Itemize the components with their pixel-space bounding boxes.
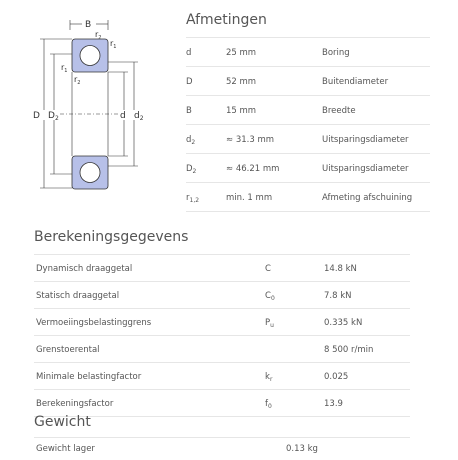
calculation-row [34, 254, 410, 282]
calculation-label: Statisch draaggetal [36, 291, 120, 301]
dimension-row [186, 125, 430, 154]
label-D: D [33, 111, 40, 121]
label-r1-left: r [61, 63, 65, 72]
calculation-label: Berekeningsfactor [36, 399, 114, 409]
bottom-bearing-section [72, 156, 108, 189]
dimension-row [186, 183, 430, 212]
label-r1-left-sub: 1 [64, 68, 68, 74]
calculation-symbol-subscript: r [269, 376, 273, 383]
dimension-description: Breedte [322, 106, 356, 116]
top-ball [80, 46, 100, 66]
calculation-value: 0.025 [324, 372, 349, 382]
label-d: d [120, 111, 126, 121]
calculation-symbol [265, 318, 274, 329]
top-bearing-section [72, 39, 108, 72]
bottom-ball [80, 163, 100, 183]
label-r2-mid: r [74, 75, 78, 84]
berekening-table [34, 254, 410, 417]
dimension-value: ≈ 31.3 mm [226, 135, 275, 145]
calculation-label: Dynamisch draaggetal [36, 264, 133, 274]
gewicht-title: Gewicht [34, 414, 91, 430]
dimension-symbol [186, 77, 193, 87]
dimension-symbol-subscript: 1,2 [189, 197, 200, 204]
svg-text:r2 [74, 75, 80, 86]
dimension-symbol-letter: D [186, 164, 193, 174]
dimension-symbol-letter: B [186, 106, 192, 116]
calculation-symbol [265, 372, 272, 383]
dimension-value: 52 mm [226, 77, 257, 87]
label-r2-top-sub: 2 [98, 35, 102, 41]
calculation-symbol-letter: C [265, 264, 271, 274]
calculation-label: Minimale belastingfactor [36, 372, 142, 382]
label-r1-top-sub: 1 [113, 44, 117, 50]
berekening-title: Berekeningsgegevens [34, 229, 189, 245]
dimension-row [186, 37, 430, 67]
label-r1-top: r [110, 39, 114, 48]
label-d2-sub: 2 [139, 115, 144, 122]
dimension-symbol-letter: r [186, 193, 190, 203]
calculation-row [34, 282, 410, 309]
bearing-cross-section-diagram [30, 14, 160, 194]
dimension-symbol [186, 48, 191, 58]
label-r2-top: r [95, 30, 99, 39]
svg-text:D2 [48, 111, 59, 122]
dimension-symbol-letter: d [186, 135, 192, 145]
dimension-value: ≈ 46.21 mm [226, 164, 280, 174]
calculation-symbol-subscript: 0 [270, 295, 275, 302]
dimension-symbol-letter: d [186, 48, 192, 58]
afmetingen-title: Afmetingen [186, 12, 267, 28]
dimension-symbol [186, 164, 196, 175]
dimension-row [186, 96, 430, 125]
calculation-symbol-subscript: u [270, 322, 274, 329]
gewicht-table [34, 437, 410, 460]
svg-text:r1 [61, 63, 67, 74]
dimension-value: 25 mm [226, 48, 257, 58]
dimension-symbol [186, 193, 199, 204]
dimension-description: Boring [322, 48, 350, 58]
calculation-symbol-letter: f [265, 399, 268, 409]
calculation-row [34, 390, 410, 417]
calculation-symbol [265, 399, 272, 410]
calculation-symbol-letter: k [265, 372, 270, 382]
dimension-row [186, 67, 430, 96]
dimension-symbol [186, 106, 192, 116]
label-B: B [85, 20, 92, 30]
weight-label: Gewicht lager [36, 444, 95, 454]
afmetingen-table [186, 37, 430, 212]
calculation-label: Vermoeiingsbelastinggrens [36, 318, 152, 328]
calculation-value: 8 500 r/min [324, 345, 374, 355]
svg-text:d2 [134, 111, 144, 122]
label-r2-mid-sub: 2 [77, 80, 81, 86]
svg-text:r1 [110, 39, 116, 50]
calculation-row [34, 309, 410, 336]
label-D2: D [48, 111, 55, 121]
dimension-value: min. 1 mm [226, 193, 273, 203]
dimension-description: Afmeting afschuining [322, 193, 413, 203]
dimension-symbol-letter: D [186, 77, 193, 87]
dimension-description: Buitendiameter [322, 77, 389, 87]
dimension-description: Uitsparingsdiameter [322, 164, 409, 174]
calculation-label: Grenstoerental [36, 345, 100, 355]
calculation-symbol-letter: P [265, 318, 271, 328]
weight-value: 0.13 kg [286, 444, 318, 454]
dimension-row [186, 154, 430, 183]
calculation-row [34, 363, 410, 390]
dimension-value: 15 mm [226, 106, 257, 116]
calculation-value: 7.8 kN [324, 291, 352, 301]
calculation-value: 0.335 kN [324, 318, 363, 328]
weight-row [34, 437, 410, 460]
calculation-value: 14.8 kN [324, 264, 357, 274]
calculation-value: 13.9 [324, 399, 343, 409]
dimension-symbol-subscript: 2 [191, 139, 196, 146]
label-d2: d [134, 111, 140, 121]
dimension-description: Uitsparingsdiameter [322, 135, 409, 145]
dimension-symbol-subscript: 2 [192, 168, 197, 175]
dimension-symbol [186, 135, 195, 146]
calculation-symbol-letter: C [265, 291, 271, 301]
calculation-symbol [265, 264, 271, 274]
label-D2-sub: 2 [54, 115, 59, 122]
calculation-symbol [265, 291, 275, 302]
calculation-row [34, 336, 410, 363]
calculation-symbol-subscript: 0 [268, 403, 272, 410]
